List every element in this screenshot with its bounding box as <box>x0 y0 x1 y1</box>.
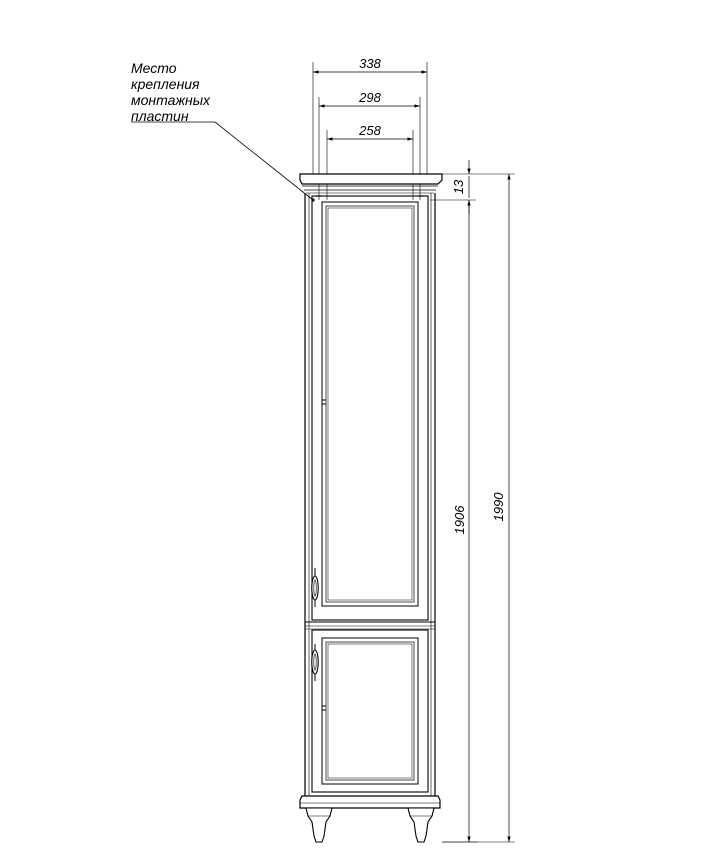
dim-13 <box>430 160 515 214</box>
note-line-4: пластин <box>131 108 189 124</box>
dim-298-label: 298 <box>359 90 381 105</box>
note-line-2: крепления <box>131 76 200 92</box>
dim-13-label: 13 <box>451 179 466 195</box>
dim-258-label: 258 <box>359 123 381 138</box>
dim-338-label: 338 <box>359 56 381 71</box>
note-line-3: монтажных <box>131 92 211 108</box>
dim-258 <box>327 123 413 200</box>
dim-1906-label: 1906 <box>452 505 467 535</box>
upper-door-handle <box>312 568 318 607</box>
dim-338 <box>313 56 427 178</box>
note-line-1: Место <box>131 60 177 76</box>
annotation-leader <box>131 122 315 202</box>
lower-door-handle <box>312 644 318 681</box>
cabinet <box>300 174 442 842</box>
dim-1990-label: 1990 <box>491 492 506 522</box>
dim-1906 <box>442 200 478 842</box>
